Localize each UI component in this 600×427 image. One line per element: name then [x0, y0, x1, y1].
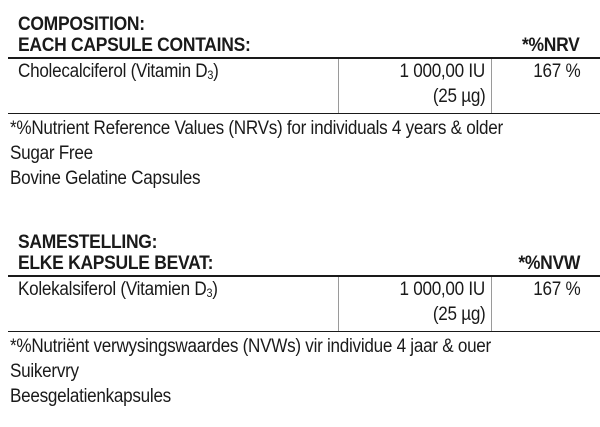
- notes-list: [10, 334, 600, 409]
- column-divider: [338, 59, 339, 113]
- nutrient-row: [8, 277, 600, 332]
- capsule-contains-subheading: ELKE KAPSULE BEVAT:: [18, 253, 214, 274]
- nutrient-nrv-percent: 167 %: [532, 61, 580, 82]
- composition-heading: SAMESTELLING:: [18, 232, 158, 253]
- column-divider: [491, 277, 492, 331]
- subheading-row: [0, 35, 600, 57]
- nutrient-amount-micrograms: (25 µg): [432, 304, 485, 325]
- nrv-footnote: *%Nutriënt verwysingswaardes (NVWs) vir individue 4 jaar & ouer: [10, 336, 491, 357]
- nutrient-name: Cholecalciferol (Vitamin $D_3$): [18, 61, 219, 82]
- nutrient-amount-micrograms: (25 µg): [432, 86, 485, 107]
- composition-panel-english: [0, 14, 600, 191]
- subheading-row: [0, 253, 600, 275]
- notes-list: [10, 116, 600, 191]
- nrv-column-header: *%NRV: [522, 35, 580, 56]
- composition-heading: COMPOSITION:: [18, 14, 145, 35]
- nutrient-amount: 1 000,00 IU: [399, 279, 485, 300]
- nutrient-amount: 1 000,00 IU: [399, 61, 485, 82]
- column-divider: [338, 277, 339, 331]
- column-divider: [491, 59, 492, 113]
- capsule-type-note: Bovine Gelatine Capsules: [10, 168, 201, 189]
- nutrient-nrv-percent: 167 %: [532, 279, 580, 300]
- composition-panel-afrikaans: [0, 232, 600, 409]
- nrv-column-header: *%NVW: [518, 253, 580, 274]
- nutrient-name: Kolekalsiferol (Vitamien $D_3$): [18, 279, 218, 300]
- capsule-type-note: Beesgelatienkapsules: [10, 386, 171, 407]
- nutrient-row: [8, 59, 600, 114]
- nrv-footnote: *%Nutrient Reference Values (NRVs) for individuals 4 years & older: [10, 118, 503, 139]
- capsule-contains-subheading: EACH CAPSULE CONTAINS:: [18, 35, 251, 56]
- sugar-free-note: Sugar Free: [10, 143, 93, 164]
- sugar-free-note: Suikervry: [10, 361, 79, 382]
